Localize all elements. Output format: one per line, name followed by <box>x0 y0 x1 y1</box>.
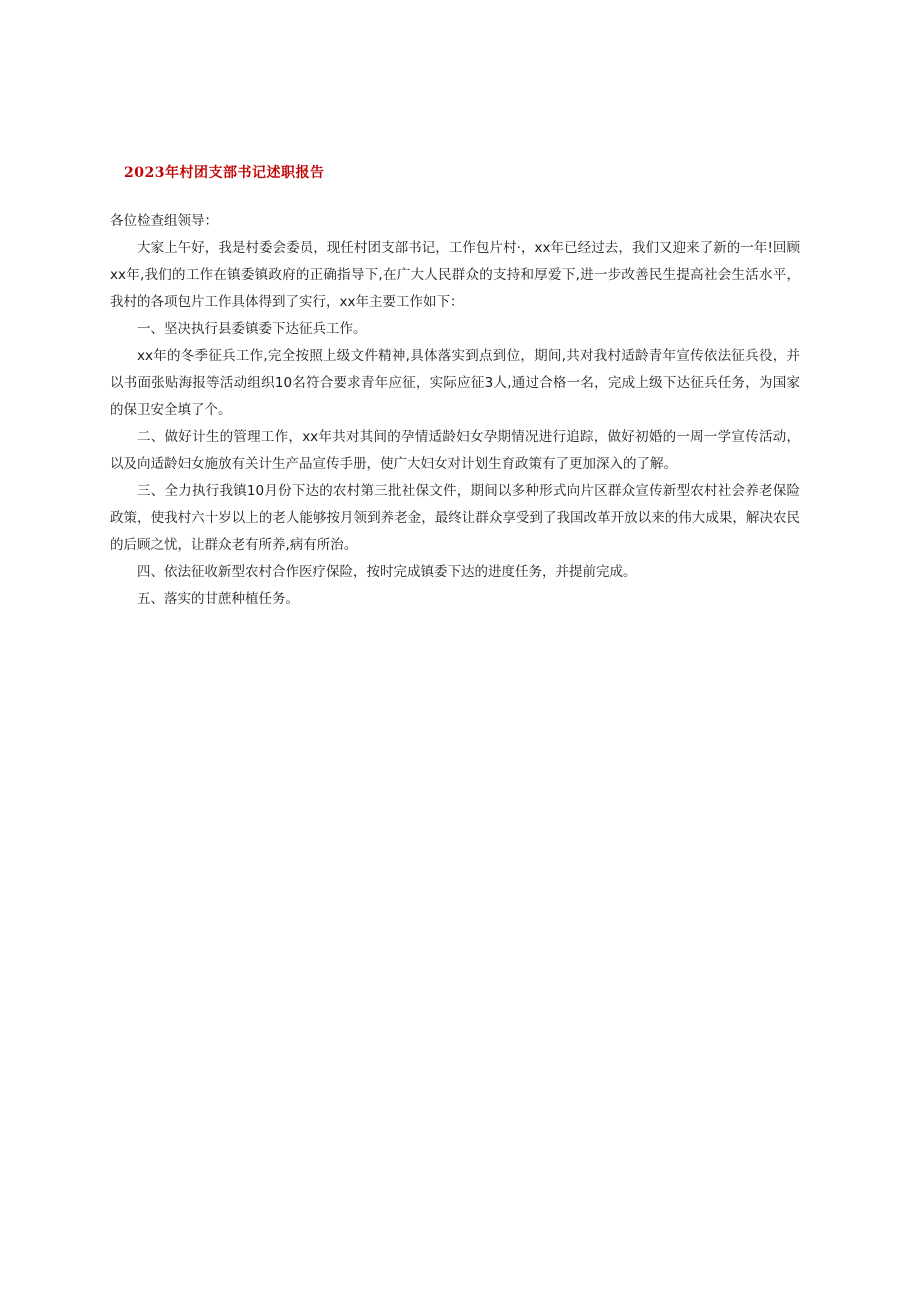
paragraph-medical-insurance: 四、依法征收新型农村合作医疗保险，按时完成镇委下达的进度任务，并提前完成。 <box>137 564 637 580</box>
paragraph-intro: 大家上午好，我是村委会委员，现任村团支部书记，工作包片村·，xx年已经过去，我们又迎来了新的一年!回顾xx年,我们的工作在镇委镇政府的正确指导下,在广大人民群众的支持和厚爱下,进一步改善民生提高社会生活水平，我村的各项包片工作具体得到了实行，xx年主要工作如下： <box>110 240 800 310</box>
paragraph-heading-1: 一、坚决执行县委镇委下达征兵工作。 <box>137 321 367 337</box>
document-title: 2023年村团支部书记述职报告 <box>124 165 325 181</box>
paragraph-family-planning: 二、做好计生的管理工作，xx年共对其间的孕情适龄妇女孕期情况进行追踪，做好初婚的一周一学宣传活动，以及向适龄妇女施放有关计生产品宣传手册，使广大妇女对计划生育政策有了更加深入的了解。 <box>110 429 800 472</box>
paragraph-social-insurance: 三、全力执行我镇10月份下达的农村第三批社保文件，期间以多种形式向片区群众宣传新型农村社会养老保险政策，使我村六十岁以上的老人能够按月领到养老金，最终让群众享受到了我国改革开放以来的伟大成果，解决农民的后顾之忧，让群众老有所养,病有所治。 <box>110 483 800 553</box>
document-body <box>110 208 800 613</box>
salutation: 各位检查组领导： <box>110 213 218 229</box>
paragraph-sugarcane: 五、落实的甘蔗种植任务。 <box>137 591 299 607</box>
paragraph-conscription: xx年的冬季征兵工作,完全按照上级文件精神,具体落实到点到位，期间,共对我村适龄青年宣传依法征兵役，并以书面张贴海报等活动组织10名符合要求青年应征，实际应征3人,通过合格一名，完成上级下达征兵任务，为国家的保卫安全填了个。 <box>110 348 800 418</box>
